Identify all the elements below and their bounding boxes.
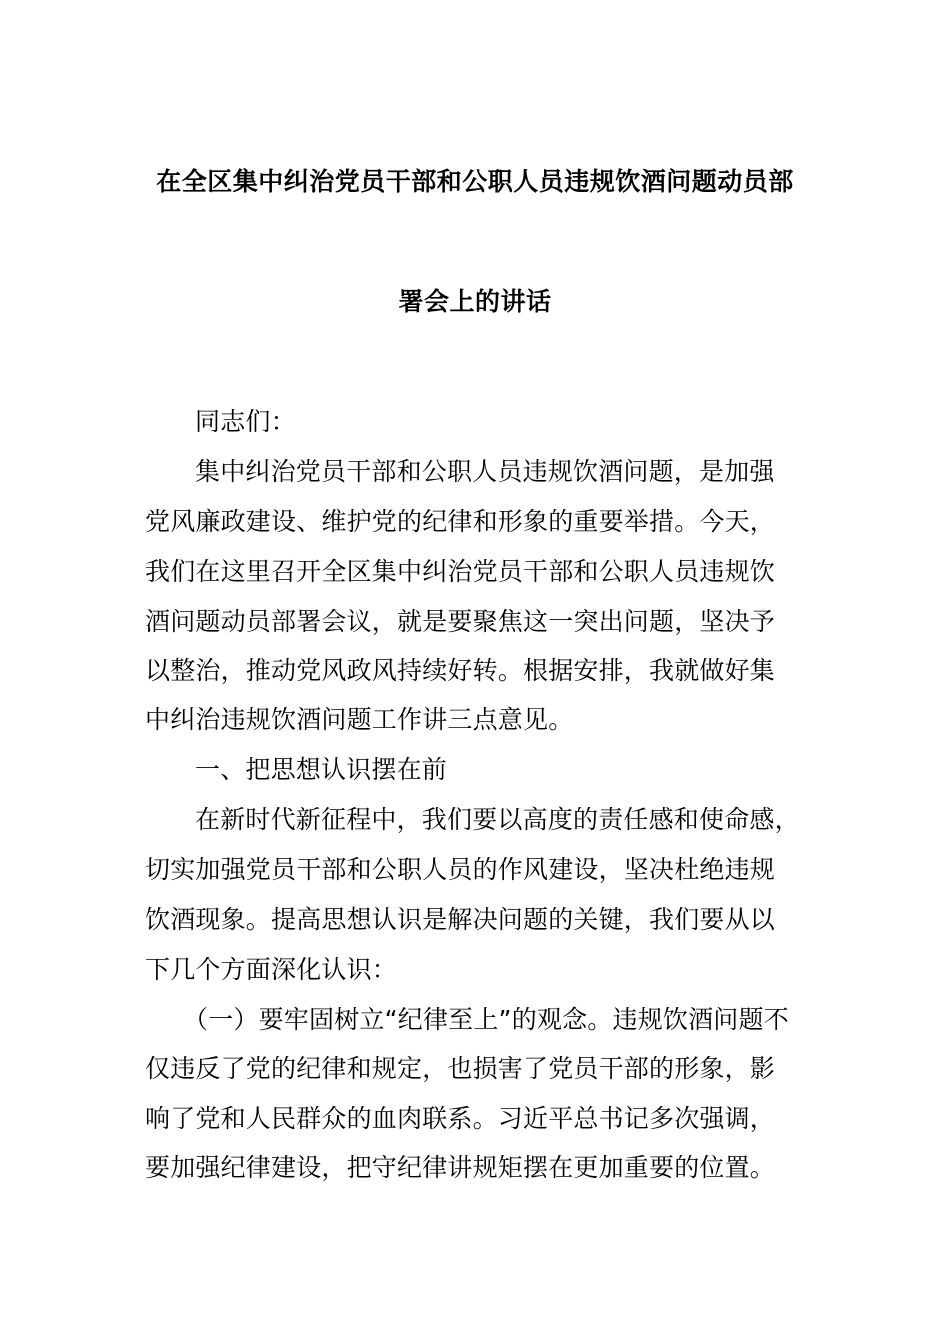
body-line: 我们在这里召开全区集中纠治党员干部和公职人员违规饮 [145,557,776,586]
body-line: 集中纠治党员干部和公职人员违规饮酒问题，是加强 [195,457,775,486]
body-line: 党风廉政建设、维护党的纪律和形象的重要举措。今天， [145,507,776,536]
body-line: 响了党和人民群众的血肉联系。习近平总书记多次强调， [145,1104,776,1133]
body-line: 酒问题动员部署会议，就是要聚焦这一突出问题，坚决予 [145,607,776,636]
body-line: 要加强纪律建设，把守纪律讲规矩摆在更加重要的位置。 [145,1153,776,1182]
body-line: 以整治，推动党风政风持续好转。根据安排，我就做好集 [145,656,776,685]
body-line: 中纠治违规饮酒问题工作讲三点意见。 [145,705,574,734]
salutation: 同志们： [195,407,296,436]
body-line: 仅违反了党的纪律和规定，也损害了党员干部的形象，影 [145,1054,776,1083]
body-line: 切实加强党员干部和公职人员的作风建设，坚决杜绝违规 [145,855,776,884]
title-line-2: 署会上的讲话 [398,287,552,316]
title-line-1: 在全区集中纠治党员干部和公职人员违规饮酒问题动员部 [156,167,794,196]
body-line: 饮酒现象。提高思想认识是解决问题的关键，我们要从以 [145,905,776,934]
body-line: 在新时代新征程中，我们要以高度的责任感和使命感， [195,805,800,834]
body-line: 下几个方面深化认识： [145,955,398,984]
subsection-line: （一）要牢固树立“纪律至上”的观念。违规饮酒问题不 [183,1005,789,1034]
section-heading: 一、把思想认识摆在前 [195,755,448,784]
